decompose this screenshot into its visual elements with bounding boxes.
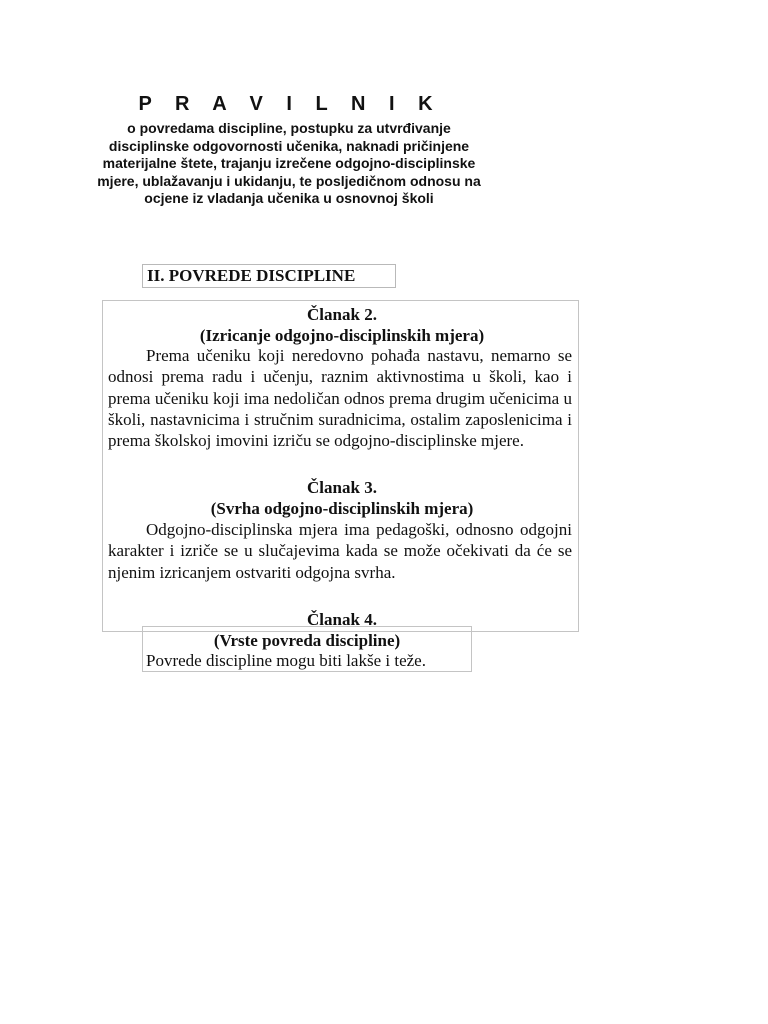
article-2-body: Prema učeniku koji neredovno pohađa nastavu, nemarno se odnosi prema radu i učenju, raznim aktivnostima u školi, kao i prema učeniku koji ima nedoličan odnos prema drugim učenicima u školi, nastavnicima i stručnim suradnicima, ostalim zaposlenicima i prema školskoj imovini izriču se odgojno-disciplinske mjere. <box>108 346 572 451</box>
section-heading: II. POVREDE DISCIPLINE <box>142 264 396 288</box>
article-2-number: Članak 2. <box>307 305 377 324</box>
document-title: P R A V I L N I K <box>138 93 442 115</box>
article-4-number: Članak 4. <box>307 610 377 629</box>
article-4-body: Povrede discipline mogu biti lakše i teže. <box>146 651 426 670</box>
article-4-title: (Vrste povreda discipline) <box>213 631 401 650</box>
document-subtitle: o povredama discipline, postupku za utvrđivanje disciplinske odgovornosti učenika, naknadi pričinjene materijalne štete, trajanju izrečene odgojno-disciplinske mjere, ublažavanju i ukidanju, te posljedičnom odnosu na ocjene iz vladanja učenika u osnovnoj školi <box>97 120 481 207</box>
article-2-title: (Izricanje odgojno-disciplinskih mjera) <box>199 326 485 345</box>
article-3-title: (Svrha odgojno-disciplinskih mjera) <box>210 499 474 518</box>
article-3-body: Odgojno-disciplinska mjera ima pedagoški, odnosno odgojni karakter i izriče se u slučajevima kada se može očekivati da će se njenim izricanjem ostvariti odgojna svrha. <box>108 520 572 582</box>
article-3-number: Članak 3. <box>307 478 377 497</box>
